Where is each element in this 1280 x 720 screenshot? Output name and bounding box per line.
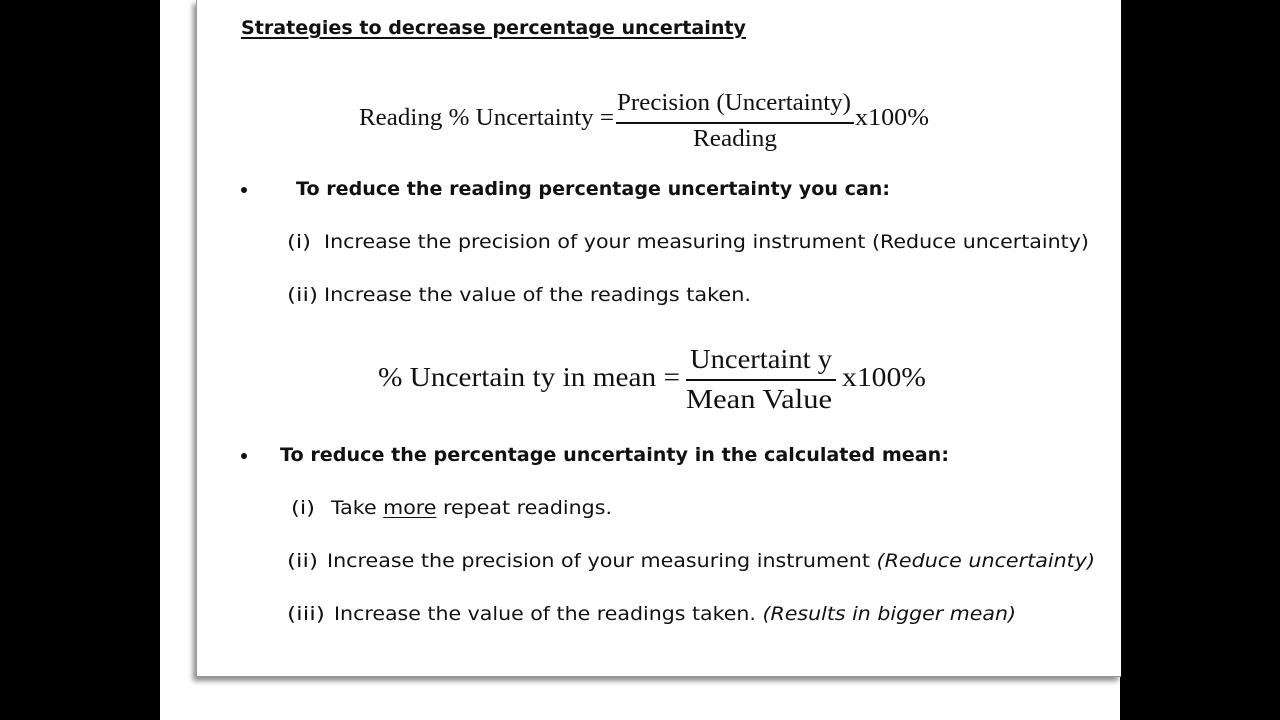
- bullet-icon: [241, 187, 247, 193]
- formula2-denominator: Mean Value: [686, 384, 833, 414]
- formula2-multiplier: x100%: [842, 362, 926, 392]
- section2-item-note: (Results in bigger mean): [762, 603, 1016, 625]
- formula2-fraction-bar: [686, 379, 836, 381]
- section2-item-marker: (ii): [287, 550, 318, 572]
- formula1-numerator: Precision (Uncertainty): [617, 90, 852, 116]
- section1-item-text: Increase the value of the readings taken.: [324, 284, 751, 306]
- section2-item-post: repeat readings.: [443, 497, 613, 519]
- document-title: Strategies to decrease percentage uncertainty: [241, 17, 746, 39]
- formula1-lhs: Reading % Uncertainty =: [359, 105, 615, 131]
- section2-item-note: (Reduce uncertainty): [876, 550, 1096, 572]
- formula2-lhs: % Uncertain ty in mean =: [378, 362, 680, 392]
- section2-item-emphasis: more: [383, 497, 437, 519]
- section2-item-body: Increase the precision of your measuring instrument: [327, 550, 870, 572]
- section1-item-marker: (i): [287, 231, 312, 253]
- section2-item-pre: Take: [331, 497, 377, 519]
- section1-item-text: Increase the precision of your measuring instrument (Reduce uncertainty): [324, 231, 1089, 253]
- bullet-icon: [241, 453, 247, 459]
- formula1-multiplier: x100%: [855, 105, 929, 131]
- section2-item-text: [334, 605, 1016, 624]
- section2-heading: To reduce the percentage uncertainty in the calculated mean:: [280, 444, 949, 466]
- section2-item-marker: (i): [291, 497, 316, 519]
- section2-item-text: [327, 552, 1095, 571]
- section1-heading: To reduce the reading percentage uncertainty you can:: [296, 178, 890, 200]
- section2-item-text: [331, 499, 612, 518]
- section2-item-marker: (iii): [287, 603, 325, 625]
- formula2-numerator: Uncertaint y: [690, 344, 833, 374]
- section2-item-body: Increase the value of the readings taken.: [334, 603, 756, 625]
- section1-item-marker: (ii): [287, 284, 318, 306]
- formula1-denominator: Reading: [693, 126, 777, 152]
- formula1-fraction-bar: [616, 122, 854, 124]
